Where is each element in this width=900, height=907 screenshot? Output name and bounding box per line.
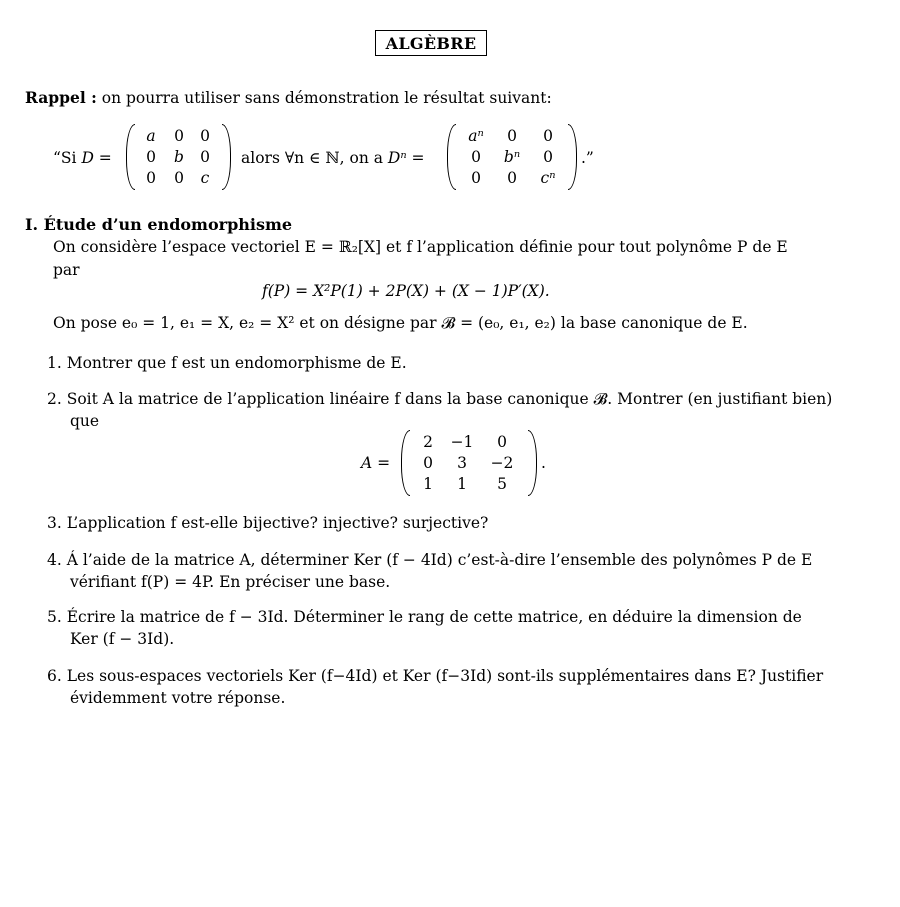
question-4 — [47, 550, 812, 570]
matrix-a-end: . — [541, 454, 546, 472]
question-text: Écrire la matrice de f − 3Id. Déterminer le rang de cette matrice, en déduire la dimension de — [66, 608, 802, 626]
matrix-dn-cell: 0 — [543, 148, 553, 166]
question-text: Soit A la matrice de l’application linéaire f dans la base canonique 𝓑. Montrer (en justifiant bien) — [66, 390, 833, 408]
right-paren — [222, 124, 231, 190]
matrix-a-cell: 0 — [497, 433, 507, 451]
matrix-d-cell: 0 — [146, 169, 156, 187]
matrix-d-cell: 0 — [174, 127, 184, 145]
section-intro-2: par — [53, 261, 80, 279]
question-2-cont: que — [70, 412, 100, 430]
matrix-a-cell: −2 — [490, 454, 514, 472]
matrix-dn-cell: 0 — [507, 127, 517, 145]
quote-close: .” — [581, 149, 594, 167]
section-basis: On pose e₀ = 1, e₁ = X, e₂ = X² et on désigne par 𝓑 = (e₀, e₁, e₂) la base canonique de E. — [53, 314, 748, 332]
d-equals: D = — [81, 149, 112, 167]
matrix-d-cell: 0 — [174, 169, 184, 187]
rappel-text: on pourra utiliser sans démonstration le résultat suivant: — [101, 89, 552, 107]
left-paren — [447, 124, 456, 190]
right-paren — [528, 430, 537, 496]
matrix-dn-cell: cⁿ — [540, 169, 556, 187]
quote-middle: alors ∀n ∈ ℕ, on a — [241, 149, 388, 167]
question-text: L’application f est-elle bijective? injective? surjective? — [66, 514, 489, 532]
section-heading: I. Étude d’un endomorphisme — [25, 215, 293, 234]
matrix-a-cell: −1 — [450, 433, 474, 451]
section-intro-1: On considère l’espace vectoriel E = ℝ₂[X] et f l’application définie pour tout polynôme P de E — [53, 238, 788, 256]
matrix-dn-cell: 0 — [507, 169, 517, 187]
question-3 — [47, 513, 488, 533]
matrix-d-cell: 0 — [200, 148, 210, 166]
question-6-cont: évidemment votre réponse. — [70, 689, 286, 707]
question-text: Á l’aide de la matrice A, déterminer Ker (f − 4Id) c’est-à-dire l’ensemble des polynômes P de E — [66, 551, 813, 569]
matrix-dn-cell: 0 — [543, 127, 553, 145]
matrix-a-cell: 1 — [423, 475, 433, 493]
matrix-a-cell: 1 — [457, 475, 467, 493]
matrix-a — [401, 430, 537, 496]
quote-open: “Si — [53, 149, 82, 167]
a-equals: A = — [361, 454, 391, 472]
matrix-dn-cell: bⁿ — [503, 148, 521, 166]
matrix-d-cell: b — [174, 148, 184, 166]
rappel-quote-start — [53, 148, 112, 168]
matrix-dn-cell: 0 — [471, 169, 481, 187]
rappel-label: Rappel : — [25, 88, 97, 107]
matrix-a-cell: 0 — [423, 454, 433, 472]
matrix-dn-cell: aⁿ — [468, 127, 484, 145]
matrix-d-cell: a — [146, 127, 156, 145]
question-5-cont: Ker (f − 3Id). — [70, 630, 175, 648]
matrix-d-cell: 0 — [146, 148, 156, 166]
question-number: 2. — [47, 390, 62, 408]
matrix-d-cell: c — [200, 169, 210, 187]
matrix-a-cell: 2 — [423, 433, 433, 451]
question-2 — [47, 389, 832, 409]
matrix-dn-cell: 0 — [471, 148, 481, 166]
rappel-quote-middle — [241, 148, 425, 168]
question-1 — [47, 353, 407, 373]
left-paren — [401, 430, 410, 496]
rappel-line — [25, 88, 552, 108]
matrix-a-cell: 5 — [497, 475, 507, 493]
matrix-d — [126, 124, 231, 190]
question-6 — [47, 666, 823, 686]
question-text: Montrer que f est un endomorphisme de E. — [66, 354, 407, 372]
question-number: 6. — [47, 667, 62, 685]
question-5 — [47, 607, 802, 627]
formula-f: f(P) = X²P(1) + 2P(X) + (X − 1)P′(X). — [262, 282, 550, 300]
question-number: 1. — [47, 354, 62, 372]
question-number: 5. — [47, 608, 62, 626]
question-4-cont: vérifiant f(P) = 4P. En préciser une base. — [70, 573, 391, 591]
question-text: Les sous-espaces vectoriels Ker (f−4Id) et Ker (f−3Id) sont-ils supplémentaires dans E? Justifier — [66, 667, 824, 685]
matrix-a-cell: 3 — [457, 454, 467, 472]
dn-equals: Dⁿ = — [387, 149, 425, 167]
matrix-d-cell: 0 — [200, 127, 210, 145]
matrix-dn — [447, 124, 577, 190]
question-number: 4. — [47, 551, 62, 569]
question-number: 3. — [47, 514, 62, 532]
page-title: ALGÈBRE — [375, 30, 487, 56]
left-paren — [126, 124, 135, 190]
right-paren — [568, 124, 577, 190]
